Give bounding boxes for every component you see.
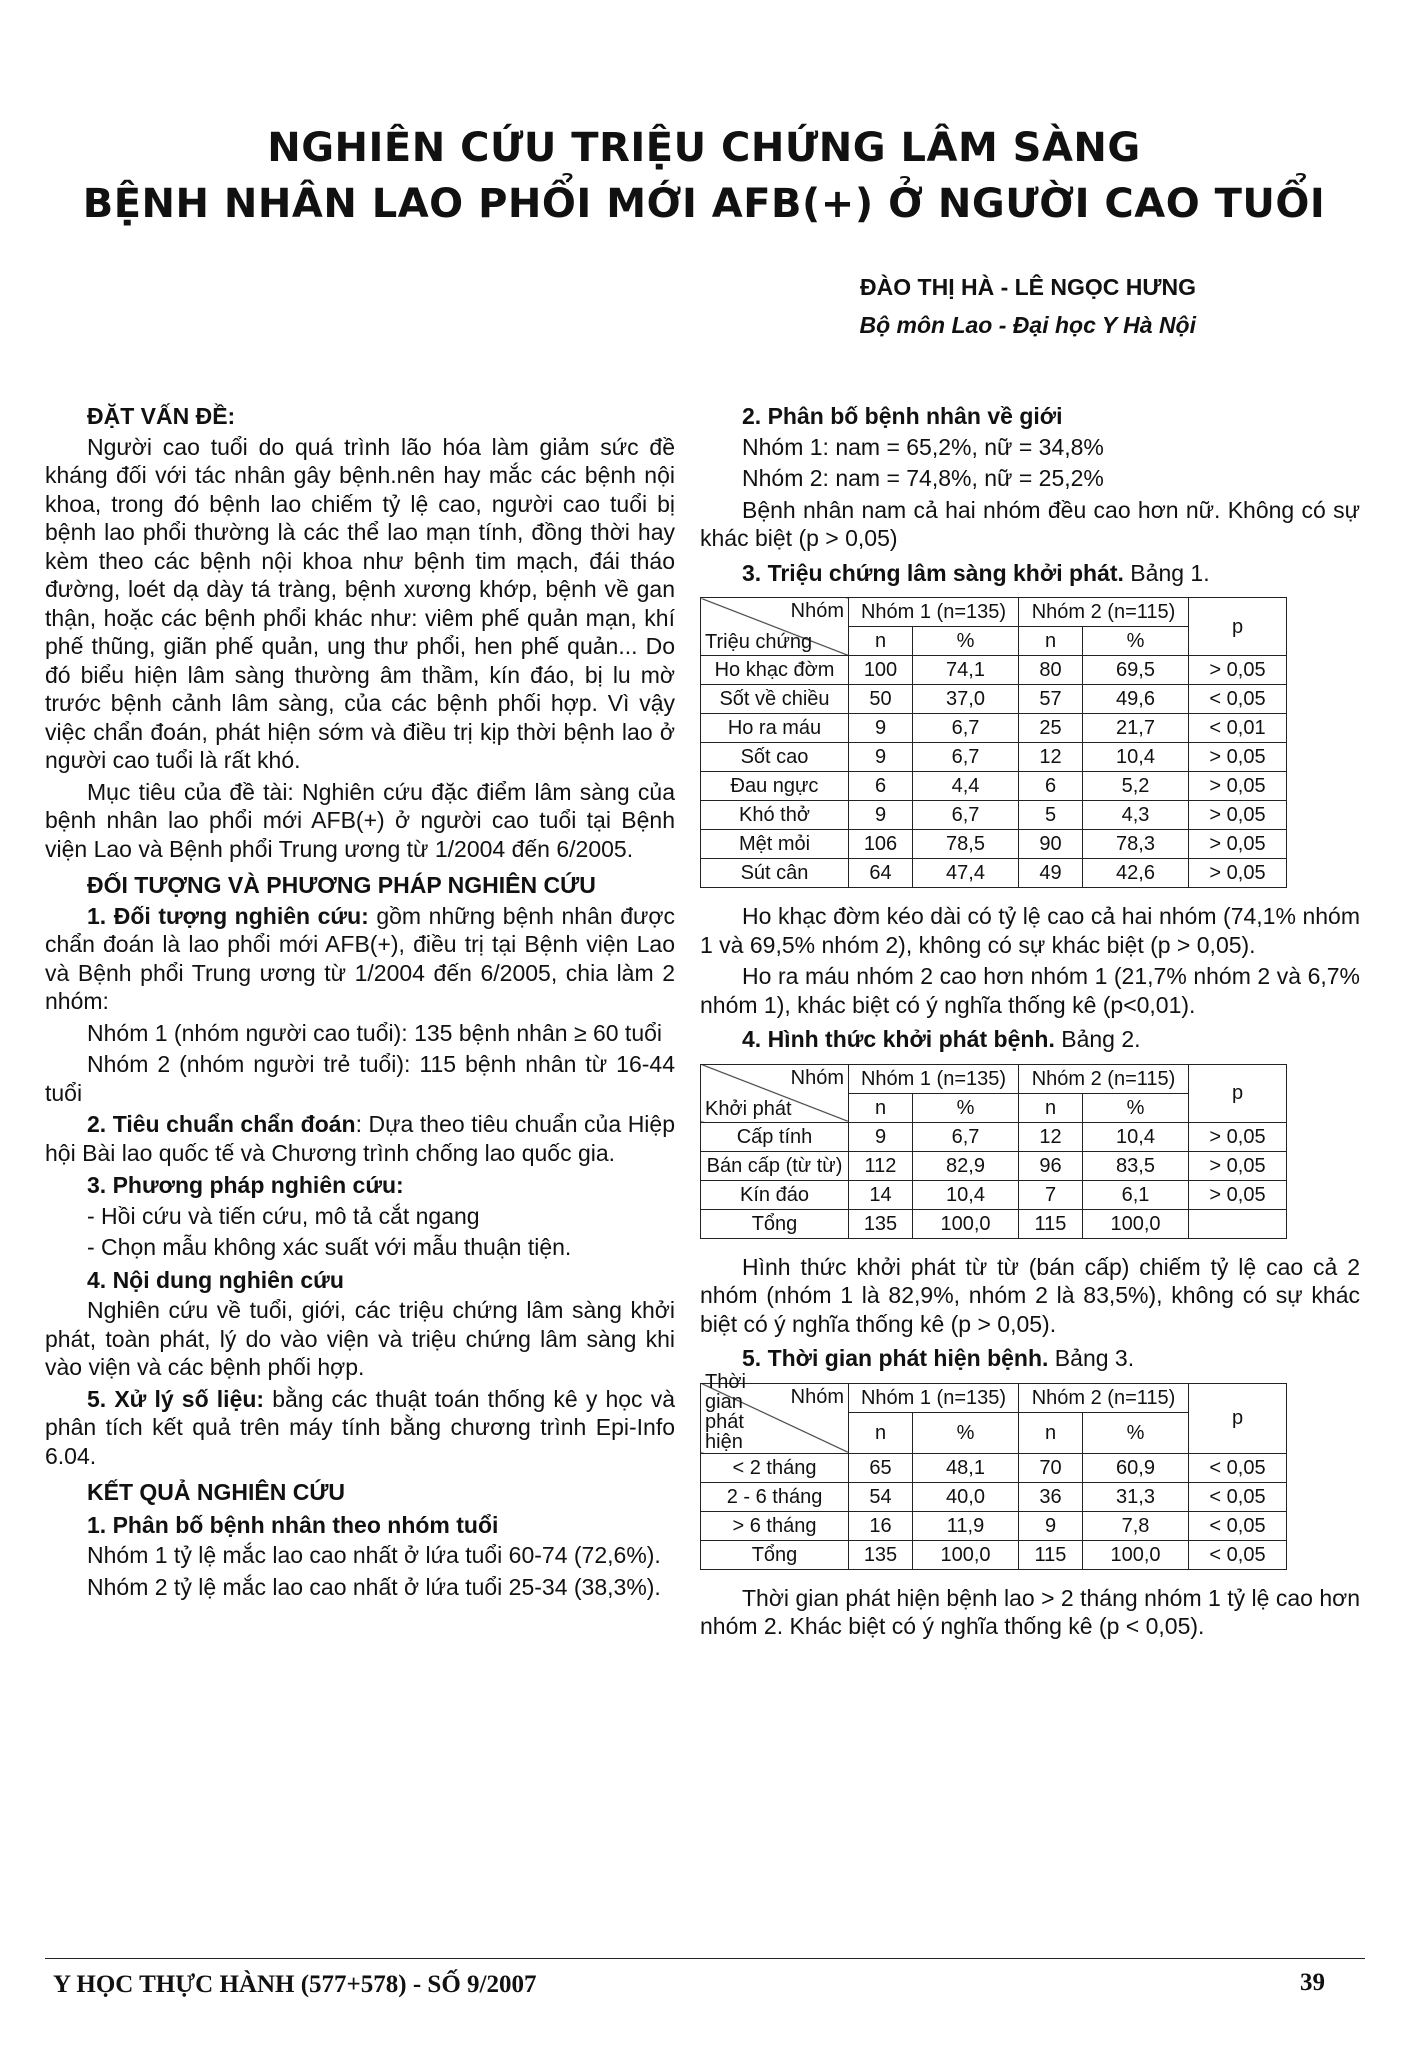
table-cell: 6,7	[913, 714, 1019, 743]
method-2-title: 2. Tiêu chuẩn chẩn đoán	[87, 1111, 356, 1137]
table-cell: 14	[849, 1180, 913, 1209]
table-3-n-header: n	[1019, 1412, 1083, 1453]
table-3-group-1-header: Nhóm 1 (n=135)	[849, 1383, 1019, 1412]
table-cell: Bán cấp (từ từ)	[701, 1151, 849, 1180]
table-3-corner-top: Nhóm	[790, 1385, 844, 1408]
table-cell: 83,5	[1083, 1151, 1189, 1180]
table-cell: 112	[849, 1151, 913, 1180]
table-1-corner-top: Nhóm	[790, 600, 844, 622]
table-cell: > 0,05	[1189, 1122, 1287, 1151]
table-cell: 49,6	[1083, 685, 1189, 714]
result-1-title: 1. Phân bố bệnh nhân theo nhóm tuổi	[87, 1511, 499, 1538]
table-cell: 25	[1019, 714, 1083, 743]
method-4-text: Nghiên cứu về tuổi, giới, các triệu chứng lâm sàng khởi phát, toàn phát, lý do vào viện và triệu chứng lâm sàng khi vào viện và các bệnh phối hợp.	[45, 1297, 675, 1380]
table-row	[701, 656, 1287, 685]
table-3	[700, 1370, 1287, 1570]
table-cell: Sốt về chiều	[701, 685, 849, 714]
table-cell: 21,7	[1083, 714, 1189, 743]
left-column	[45, 398, 675, 1604]
table-cell: > 0,05	[1189, 830, 1287, 859]
right-column	[700, 398, 1360, 1644]
table-row	[701, 685, 1287, 714]
table-row	[701, 1122, 1287, 1151]
table-3-pct-header: %	[913, 1412, 1019, 1453]
table-cell: Đau ngực	[701, 772, 849, 801]
table-2-group-1-header: Nhóm 1 (n=135)	[849, 1064, 1019, 1093]
method-1-title: 1. Đối tượng nghiên cứu:	[87, 902, 369, 929]
result-5-heading	[700, 1344, 1360, 1373]
table-row	[701, 743, 1287, 772]
table-cell: < 2 tháng	[701, 1453, 849, 1482]
table-2-pct-header: %	[1083, 1093, 1189, 1122]
table-2-pct-header: %	[913, 1093, 1019, 1122]
table-cell: < 0,01	[1189, 714, 1287, 743]
table-1-group-1-header: Nhóm 1 (n=135)	[849, 598, 1019, 627]
table-cell: 11,9	[913, 1511, 1019, 1540]
result-2-title: 2. Phân bố bệnh nhân về giới	[742, 403, 1063, 429]
table-2-n-header: n	[849, 1093, 913, 1122]
intro-paragraph-1: Người cao tuổi do quá trình lão hóa làm giảm sức đề kháng đối với tác nhân gây bệnh.nên hay mắc các bệnh nội khoa, trong đó bệnh lao chiếm tỷ lệ cao, người cao tuổi bị bệnh lao phổi thường là các thể lao mạn tính, đồng thời hay kèm theo các bệnh nội khoa như bệnh tim mạch, đái tháo đường, loét dạ dày tá tràng, bệnh xương khớp, bệnh về gan thận, hoặc các bệnh phổi khác như: viêm phế quản mạn, khí phế thũng, giãn phế quản, ung thư phổi, hen phế quản... Do đó biểu hiện lâm sàng thường âm thầm, kín đáo, bị lu mờ trước bệnh cảnh lâm sàng, của các bệnh phối hợp. Vì vậy việc chẩn đoán, phát hiện sớm và điều trị kịp thời bệnh lao ở người cao tuổi là rất khó.	[45, 433, 675, 773]
table-row	[701, 830, 1287, 859]
methods-heading: ĐỐI TƯỢNG VÀ PHƯƠNG PHÁP NGHIÊN CỨU	[87, 872, 596, 898]
table-cell: 78,5	[913, 830, 1019, 859]
table-1	[700, 597, 1287, 888]
table-cell: 6	[849, 772, 913, 801]
table-cell: > 0,05	[1189, 1180, 1287, 1209]
table-cell: 100,0	[1083, 1209, 1189, 1238]
title-line-1: NGHIÊN CỨU TRIỆU CHỨNG LÂM SÀNG	[267, 125, 1141, 171]
table-2-ref: Bảng 2.	[1054, 1026, 1141, 1052]
table-cell: > 6 tháng	[701, 1511, 849, 1540]
table-cell: 82,9	[913, 1151, 1019, 1180]
method-4-title: 4. Nội dung nghiên cứu	[87, 1266, 344, 1293]
table-cell: Cấp tính	[701, 1122, 849, 1151]
table-cell: < 0,05	[1189, 1540, 1287, 1569]
table-cell: 74,1	[913, 656, 1019, 685]
table-cell: 4,3	[1083, 801, 1189, 830]
table-cell: 7,8	[1083, 1511, 1189, 1540]
table-cell: 135	[849, 1540, 913, 1569]
table-row	[701, 1151, 1287, 1180]
table-cell: Tổng	[701, 1209, 849, 1238]
table-cell: 7	[1019, 1180, 1083, 1209]
table-cell: 54	[849, 1482, 913, 1511]
table-cell: 60,9	[1083, 1453, 1189, 1482]
table-cell: 49	[1019, 859, 1083, 888]
table-cell: Mệt mỏi	[701, 830, 849, 859]
table-cell: 2 - 6 tháng	[701, 1482, 849, 1511]
table-cell: 5,2	[1083, 772, 1189, 801]
table-cell: 9	[1019, 1511, 1083, 1540]
method-3-item-1: - Hồi cứu và tiến cứu, mô tả cắt ngang	[87, 1202, 480, 1229]
table-cell: < 0,05	[1189, 1453, 1287, 1482]
table-2-n-header: n	[1019, 1093, 1083, 1122]
table-1-p-header: p	[1189, 598, 1287, 656]
group-1-text: Nhóm 1 (nhóm người cao tuổi): 135 bệnh nhân ≥ 60 tuổi	[87, 1019, 663, 1046]
journal-name: Y HỌC THỰC HÀNH (577+578) - SỐ 9/2007	[53, 1971, 537, 1998]
table-1-pct-header: %	[1083, 627, 1189, 656]
table-cell: 40,0	[913, 1482, 1019, 1511]
method-5-title: 5. Xử lý số liệu:	[87, 1385, 265, 1412]
table-cell: 6	[1019, 772, 1083, 801]
intro-heading: ĐẶT VẤN ĐỀ:	[87, 403, 236, 429]
table-cell: 48,1	[913, 1453, 1019, 1482]
table-cell: 96	[1019, 1151, 1083, 1180]
table-cell: Ho khạc đờm	[701, 656, 849, 685]
table-3-pct-header: %	[1083, 1412, 1189, 1453]
table-3-p-header: p	[1189, 1383, 1287, 1453]
result-4-title: 4. Hình thức khởi phát bệnh.	[742, 1026, 1055, 1052]
table-cell: 90	[1019, 830, 1083, 859]
table-cell: 100	[849, 656, 913, 685]
table-row	[701, 1453, 1287, 1482]
article-title	[0, 120, 1408, 232]
table-cell: < 0,05	[1189, 1482, 1287, 1511]
table-2-p-header: p	[1189, 1064, 1287, 1122]
table-row	[701, 801, 1287, 830]
table-cell	[1189, 1209, 1287, 1238]
table-2-corner	[701, 1064, 849, 1122]
table-cell: 36	[1019, 1482, 1083, 1511]
table-cell: 115	[1019, 1209, 1083, 1238]
table-cell: < 0,05	[1189, 1511, 1287, 1540]
author-block	[859, 268, 1196, 344]
method-3-title: 3. Phương pháp nghiên cứu:	[87, 1172, 404, 1198]
method-1	[45, 902, 675, 1016]
result-2-line-1: Nhóm 1: nam = 65,2%, nữ = 34,8%	[742, 433, 1104, 460]
table-cell: 70	[1019, 1453, 1083, 1482]
table-1-n-header: n	[849, 627, 913, 656]
table-2-corner-top: Nhóm	[790, 1066, 844, 1089]
table-cell: Ho ra máu	[701, 714, 849, 743]
table-cell: 10,4	[913, 1180, 1019, 1209]
table-cell: 9	[849, 714, 913, 743]
table-cell: 6,7	[913, 743, 1019, 772]
result-2-paragraph: Bệnh nhân nam cả hai nhóm đều cao hơn nữ. Không có sự khác biệt (p > 0,05)	[700, 496, 1360, 551]
table-cell: 6,7	[913, 801, 1019, 830]
table-2-corner-bottom: Khởi phát	[705, 1097, 792, 1120]
table-cell: 65	[849, 1453, 913, 1482]
table-3-group-2-header: Nhóm 2 (n=115)	[1019, 1383, 1189, 1412]
result-4-heading	[700, 1025, 1360, 1054]
table-cell: 10,4	[1083, 1122, 1189, 1151]
result-3-heading	[700, 559, 1360, 588]
table-row	[701, 1511, 1287, 1540]
table-row	[701, 714, 1287, 743]
table-1-pct-header: %	[913, 627, 1019, 656]
table-cell: > 0,05	[1189, 859, 1287, 888]
method-5	[45, 1385, 675, 1471]
table-cell: > 0,05	[1189, 1151, 1287, 1180]
intro-paragraph-2: Mục tiêu của đề tài: Nghiên cứu đặc điểm lâm sàng của bệnh nhân lao phổi mới AFB(+) ở người cao tuổi tại Bệnh viện Lao và Bệnh phổi Trung ương từ 1/2004 đến 6/2005.	[45, 778, 675, 862]
table-cell: 4,4	[913, 772, 1019, 801]
table-cell: 100,0	[913, 1209, 1019, 1238]
method-2-text: : Dựa theo tiêu chuẩn của Hiệp hội Bài lao quốc tế và Chương trình chống lao quốc gia.	[45, 1111, 675, 1166]
table-row	[701, 1540, 1287, 1569]
table-cell: 100,0	[1083, 1540, 1189, 1569]
result-5-paragraph: Thời gian phát hiện bệnh lao > 2 tháng nhóm 1 tỷ lệ cao hơn nhóm 2. Khác biệt có ý nghĩa thống kê (p < 0,05).	[700, 1584, 1360, 1639]
method-1-text: gồm những bệnh nhân được chẩn đoán là lao phổi mới AFB(+), điều trị tại Bệnh viện Lao và Bệnh phổi Trung ương từ 1/2004 đến 6/2005, chia làm 2 nhóm:	[45, 902, 675, 1014]
table-row	[701, 1482, 1287, 1511]
table-1-ref: Bảng 1.	[1123, 559, 1210, 586]
table-row	[701, 1209, 1287, 1238]
table-cell: 9	[849, 1122, 913, 1151]
table-cell: 69,5	[1083, 656, 1189, 685]
table-cell: 6,7	[913, 1122, 1019, 1151]
result-1-paragraph-1: Nhóm 1 tỷ lệ mắc lao cao nhất ở lứa tuổi 60-74 (72,6%).	[87, 1542, 661, 1568]
table-cell: 135	[849, 1209, 913, 1238]
table-1-corner	[701, 598, 849, 656]
table-1-n-header: n	[1019, 627, 1083, 656]
table-cell: 12	[1019, 743, 1083, 772]
table-row	[701, 772, 1287, 801]
table-cell: 12	[1019, 1122, 1083, 1151]
table-cell: 9	[849, 801, 913, 830]
title-line-2: BỆNH NHÂN LAO PHỔI MỚI AFB(+) Ở NGƯỜI CAO TUỔI	[82, 181, 1326, 227]
method-2	[45, 1110, 675, 1167]
table-cell: 115	[1019, 1540, 1083, 1569]
table-cell: > 0,05	[1189, 772, 1287, 801]
table-cell: > 0,05	[1189, 743, 1287, 772]
table-row	[701, 1180, 1287, 1209]
table-cell: 42,6	[1083, 859, 1189, 888]
table-cell: > 0,05	[1189, 801, 1287, 830]
table-3-n-header: n	[849, 1412, 913, 1453]
table-cell: Khó thở	[701, 801, 849, 830]
table-1-group-2-header: Nhóm 2 (n=115)	[1019, 598, 1189, 627]
result-3-title: 3. Triệu chứng lâm sàng khởi phát.	[742, 559, 1124, 586]
table-cell: Tổng	[701, 1540, 849, 1569]
table-2	[700, 1064, 1287, 1239]
table-cell: 106	[849, 830, 913, 859]
table-cell: 5	[1019, 801, 1083, 830]
table-1-corner-bottom: Triệu chứng	[705, 631, 813, 653]
table-3-corner	[701, 1370, 849, 1453]
table-3-ref: Bảng 3.	[1048, 1345, 1135, 1371]
result-1-paragraph-2: Nhóm 2 tỷ lệ mắc lao cao nhất ở lứa tuổi 25-34 (38,3%).	[87, 1573, 661, 1600]
table-cell: 78,3	[1083, 830, 1189, 859]
table-cell: 50	[849, 685, 913, 714]
result-4-paragraph: Hình thức khởi phát từ từ (bán cấp) chiếm tỷ lệ cao cả 2 nhóm (nhóm 1 là 82,9%, nhóm 2 là 83,5%), không có sự khác biệt có ý nghĩa thống kê (p > 0,05).	[700, 1253, 1360, 1337]
table-cell: 9	[849, 743, 913, 772]
table-row	[701, 859, 1287, 888]
table-2-group-2-header: Nhóm 2 (n=115)	[1019, 1064, 1189, 1093]
table-cell: 10,4	[1083, 743, 1189, 772]
result-5-title: 5. Thời gian phát hiện bệnh.	[742, 1345, 1049, 1371]
table-cell: Sốt cao	[701, 743, 849, 772]
table-cell: Kín đáo	[701, 1180, 849, 1209]
table-cell: 37,0	[913, 685, 1019, 714]
group-2-text: Nhóm 2 (nhóm người trẻ tuổi): 115 bệnh nhân từ 16-44 tuổi	[45, 1051, 675, 1106]
table-cell: > 0,05	[1189, 656, 1287, 685]
table-cell: < 0,05	[1189, 685, 1287, 714]
table-cell: Sút cân	[701, 859, 849, 888]
result-2-line-2: Nhóm 2: nam = 74,8%, nữ = 25,2%	[742, 465, 1104, 491]
table-3-corner-bottom: Thời gian phát hiện	[705, 1370, 746, 1453]
result-3-paragraph-1: Ho khạc đờm kéo dài có tỷ lệ cao cả hai nhóm (74,1% nhóm 1 và 69,5% nhóm 2), không có sự khác biệt (p > 0,05).	[700, 903, 1360, 958]
table-cell: 64	[849, 859, 913, 888]
table-cell: 16	[849, 1511, 913, 1540]
table-cell: 47,4	[913, 859, 1019, 888]
table-cell: 80	[1019, 656, 1083, 685]
author-names: ĐÀO THỊ HÀ - LÊ NGỌC HƯNG	[860, 274, 1196, 300]
author-affiliation: Bộ môn Lao - Đại học Y Hà Nội	[859, 312, 1196, 338]
method-5-text: bằng các thuật toán thống kê y học và phân tích kết quả trên máy tính bằng chương trình Epi-Info 6.04.	[45, 1385, 675, 1469]
table-cell: 100,0	[913, 1540, 1019, 1569]
table-cell: 31,3	[1083, 1482, 1189, 1511]
method-3-item-2: - Chọn mẫu không xác suất với mẫu thuận tiện.	[87, 1234, 572, 1260]
page-footer	[45, 1958, 1365, 1998]
table-cell: 6,1	[1083, 1180, 1189, 1209]
result-3-paragraph-2: Ho ra máu nhóm 2 cao hơn nhóm 1 (21,7% nhóm 2 và 6,7% nhóm 1), khác biệt có ý nghĩa thống kê (p<0,01).	[700, 963, 1360, 1018]
page-number: 39	[1300, 1969, 1325, 1996]
results-heading: KẾT QUẢ NGHIÊN CỨU	[87, 1479, 346, 1505]
table-cell: 57	[1019, 685, 1083, 714]
